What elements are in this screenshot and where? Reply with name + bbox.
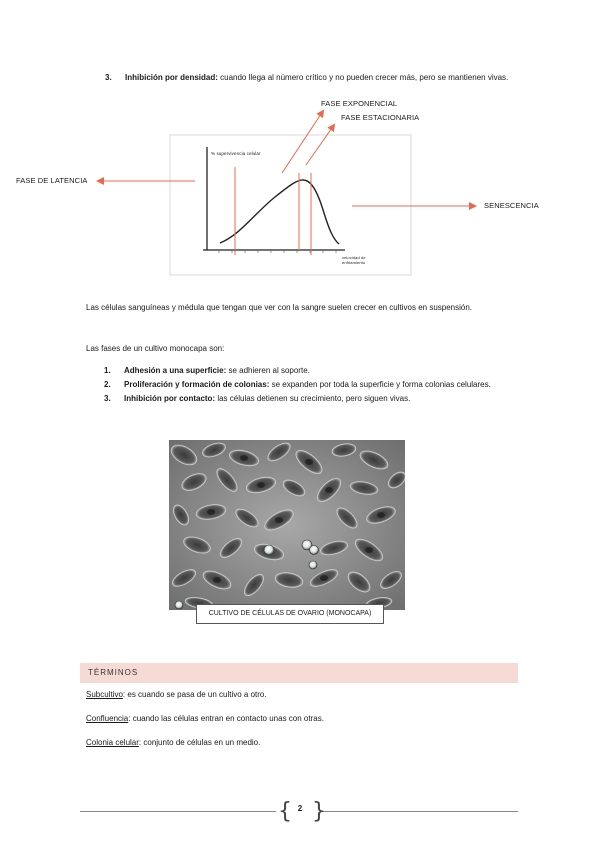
list-number: 2. <box>104 380 111 389</box>
terms-section-header: TÉRMINOS <box>80 663 518 683</box>
list-item-density-inhibition <box>105 71 515 85</box>
growth-curve-figure <box>0 95 599 285</box>
footer-rule-right <box>322 811 518 812</box>
list-item-title: Adhesión a una superficie: <box>124 366 227 375</box>
term-item <box>86 690 267 699</box>
term-item <box>86 714 324 723</box>
paragraph-monolayer-intro: Las fases de un cultivo monocapa son: <box>86 344 225 353</box>
list-item-text: se expanden por toda la superficie y forma colonias celulares. <box>269 380 491 389</box>
list-number: 1. <box>104 366 111 375</box>
left-brace-icon: { <box>278 799 292 824</box>
term-name: Colonia celular <box>86 738 139 747</box>
right-brace-icon: } <box>312 799 326 824</box>
photo-caption: CULTIVO DE CÉLULAS DE OVARIO (MONOCAPA) <box>196 604 384 624</box>
list-item-title: Inhibición por densidad: <box>125 73 218 82</box>
senescence-label: SENESCENCIA <box>484 201 539 210</box>
list-item-text: se adhieren al soporte. <box>226 366 310 375</box>
list-item <box>86 378 514 392</box>
cell-culture-image <box>169 440 405 610</box>
footer-rule-left <box>80 811 276 812</box>
term-item <box>86 738 260 747</box>
term-name: Confluencia <box>86 714 129 723</box>
list-number: 3. <box>105 73 112 82</box>
page-number: 2 <box>297 804 303 813</box>
chart-frame <box>170 135 411 275</box>
growth-curve-svg <box>0 95 599 285</box>
term-definition: : conjunto de células en un medio. <box>138 738 261 747</box>
x-axis-label-1: velocidad de <box>342 255 366 260</box>
term-name: Subcultivo <box>86 690 123 699</box>
list-item <box>86 392 514 406</box>
list-item-text: cuando llega al número crítico y no pueden crecer más, pero se mantienen vivas. <box>217 73 509 82</box>
stationary-phase-label: FASE ESTACIONARIA <box>341 113 420 122</box>
list-number: 3. <box>104 394 111 403</box>
y-axis-label: % supervivencia celular <box>211 151 261 156</box>
list-item-text: las células detienen su crecimiento, pero siguen vivas. <box>215 394 411 403</box>
list-item <box>86 364 514 378</box>
latency-phase-label: FASE DE LATENCIA <box>16 176 88 185</box>
monolayer-phases-list <box>86 364 514 406</box>
term-definition: : es cuando se pasa de un cultivo a otro. <box>122 690 267 699</box>
exponential-phase-label: FASE EXPONENCIAL <box>321 99 398 108</box>
x-axis-label-2: enfriamiento <box>342 260 366 265</box>
cell-culture-photo <box>169 440 405 610</box>
paragraph-suspension: Las células sanguíneas y médula que tengan que ver con la sangre suelen crecer en cultivos en suspensión. <box>86 303 473 312</box>
term-definition: : cuando las células entran en contacto unas con otras. <box>128 714 324 723</box>
list-item-title: Proliferación y formación de colonias: <box>124 380 270 389</box>
list-item-title: Inhibición por contacto: <box>124 394 216 403</box>
